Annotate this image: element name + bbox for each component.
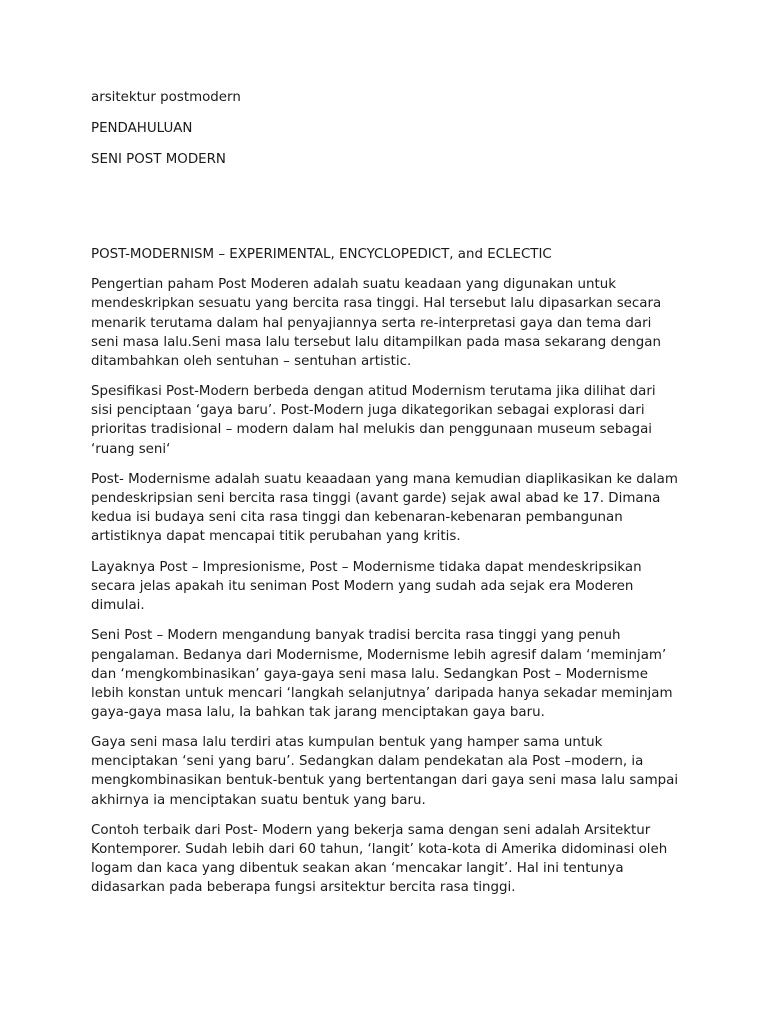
paragraph-2: Spesifikasi Post-Modern berbeda dengan atitud Modernism terutama jika dilihat dari sisi penciptaan ‘gaya baru’. Post-Modern juga dikategorikan sebagai explorasi dari prioritas tradisional – modern dalam hal melukis dan penggunaan museum sebagai ‘ruang seni‘: [91, 384, 656, 457]
document-title: arsitektur postmodern: [91, 90, 241, 105]
section-heading: SENI POST MODERN: [91, 152, 226, 168]
paragraph-7: Contoh terbaik dari Post- Modern yang bekerja sama dengan seni adalah Arsitektur Kontemporer. Sudah lebih dari 60 tahun, ‘langit’ kota-kota di Amerika didominasi oleh logam dan kaca yang dibentuk seakan akan ‘mencakar langit’. Hal ini tentunya didasarkan pada beberapa fungsi arsitektur bercita rasa tinggi.: [91, 823, 668, 896]
paragraph-5: Seni Post – Modern mengandung banyak tradisi bercita rasa tinggi yang penuh pengalaman. Bedanya dari Modernisme, Modernisme lebih agresif dalam ‘meminjam’ dan ‘mengkombinasikan’ gaya-gaya seni masa lalu. Sedangkan Post – Modernisme lebih konstan untuk mencari ‘langkah selanjutnya’ daripada hanya sekadar meminjam gaya-gaya masa lalu, Ia bahkan tak jarang menciptakan gaya baru.: [91, 628, 673, 720]
intro-heading: PENDAHULUAN: [91, 121, 193, 137]
subsection-heading: POST-MODERNISM – EXPERIMENTAL, ENCYCLOPEDICT, and ECLECTIC: [91, 247, 552, 263]
document-body: [91, 88, 681, 909]
paragraph-1: Pengertian paham Post Moderen adalah suatu keadaan yang digunakan untuk mendeskripkan sesuatu yang bercita rasa tinggi. Hal tersebut lalu dipasarkan secara menarik terutama dalam hal penyajiannya serta re-interpretasi gaya dan tema dari seni masa lalu.Seni masa lalu tersebut lalu ditampilkan pada masa sekarang dengan ditambahkan oleh sentuhan – sentuhan artistic.: [91, 277, 662, 369]
paragraph-3: Post- Modernisme adalah suatu keaadaan yang mana kemudian diaplikasikan ke dalam pendeskripsian seni bercita rasa tinggi (avant garde) sejak awal abad ke 17. Dimana kedua isi budaya seni cita rasa tinggi dan kebenaran-kebenaran pembangunan artistiknya dapat mencapai titik perubahan yang kritis.: [91, 472, 678, 545]
paragraph-6: Gaya seni masa lalu terdiri atas kumpulan bentuk yang hamper sama untuk menciptakan ‘seni yang baru’. Sedangkan dalam pendekatan ala Post –modern, ia mengkombinasikan bentuk-bentuk yang bertentangan dari gaya seni masa lalu sampai akhirnya ia menciptakan suatu bentuk yang baru.: [91, 735, 679, 808]
paragraph-4: Layaknya Post – Impresionisme, Post – Modernisme tidaka dapat mendeskripsikan secara jelas apakah itu seniman Post Modern yang sudah ada sejak era Moderen dimulai.: [91, 559, 642, 613]
